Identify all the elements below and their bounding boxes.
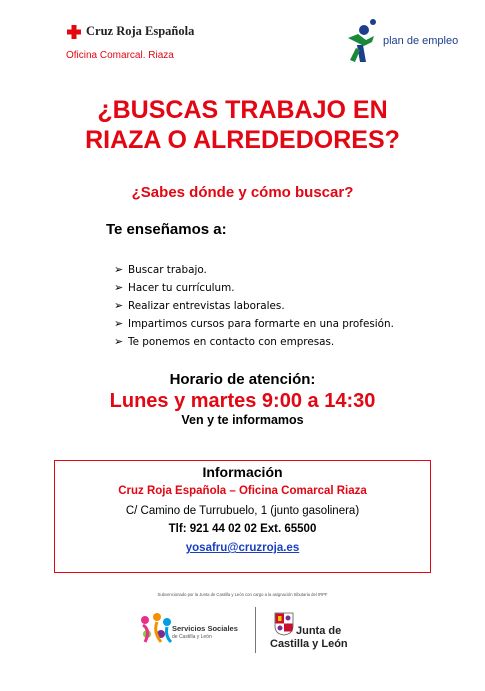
teach-heading: Te enseñamos a: [106,221,227,238]
title-line-1: ¿BUSCAS TRABAJO EN [97,96,388,124]
list-item [114,297,394,315]
invite-text: Ven y te informamos [181,413,304,427]
list-item [114,315,394,333]
info-org: Cruz Roja Española – Oficina Comarcal Riaza [118,485,367,497]
info-address: C/ Camino de Turrubuelo, 1 (junto gasolinera) [125,505,360,517]
opening-hours: Lunes y martes 9:00 a 14:30 [109,390,376,412]
castilla-leon-crest [274,612,294,636]
arrow-bullet-icon: ➢ [114,317,124,330]
subsidy-note: Subvencionado por la Junta de Castilla y León con cargo a la asignación tributaria del IRPF [157,592,328,597]
partner-name: plan de empleo [383,35,459,47]
info-phone: Tlf: 921 44 02 02 Ext. 65500 [168,523,317,535]
subtitle: ¿Sabes dónde y cómo buscar? [131,184,354,201]
org-name: Cruz Roja Española [86,24,195,38]
arrow-bullet-icon: ➢ [114,263,124,276]
list-item-text: Hacer tu currículum. [128,282,235,294]
servicios-sociales-name: Servicios Sociales [172,624,238,633]
title-line-2: RIAZA O ALREDEDORES? [85,126,400,154]
list-item-text: Impartimos cursos para formarte en una profesión. [128,318,394,330]
servicios-sociales-logo [137,612,177,646]
junta-name-line-2: Castilla y León [270,638,348,650]
hours-heading: Horario de atención: [169,371,316,388]
list-item-text: Buscar trabajo. [128,264,207,276]
list-item [114,333,394,351]
list-item-text: Realizar entrevistas laborales. [128,300,285,312]
page-title [0,95,485,155]
arrow-bullet-icon: ➢ [114,281,124,294]
list-item [114,279,394,297]
services-list [114,261,394,351]
email-link[interactable]: yosafru@cruzroja.es [185,542,300,554]
junta-name-line-1: Junta de [296,625,342,637]
office-name: Oficina Comarcal. Riaza [66,50,174,61]
info-heading: Información [202,464,283,480]
footer-divider [255,607,256,653]
list-item [114,261,394,279]
plan-de-empleo-logo [344,18,380,64]
list-item-text: Te ponemos en contacto con empresas. [128,336,335,348]
arrow-bullet-icon: ➢ [114,299,124,312]
arrow-bullet-icon: ➢ [114,335,124,348]
red-cross-icon [66,24,82,40]
servicios-sociales-sub: de Castilla y León [172,634,212,640]
